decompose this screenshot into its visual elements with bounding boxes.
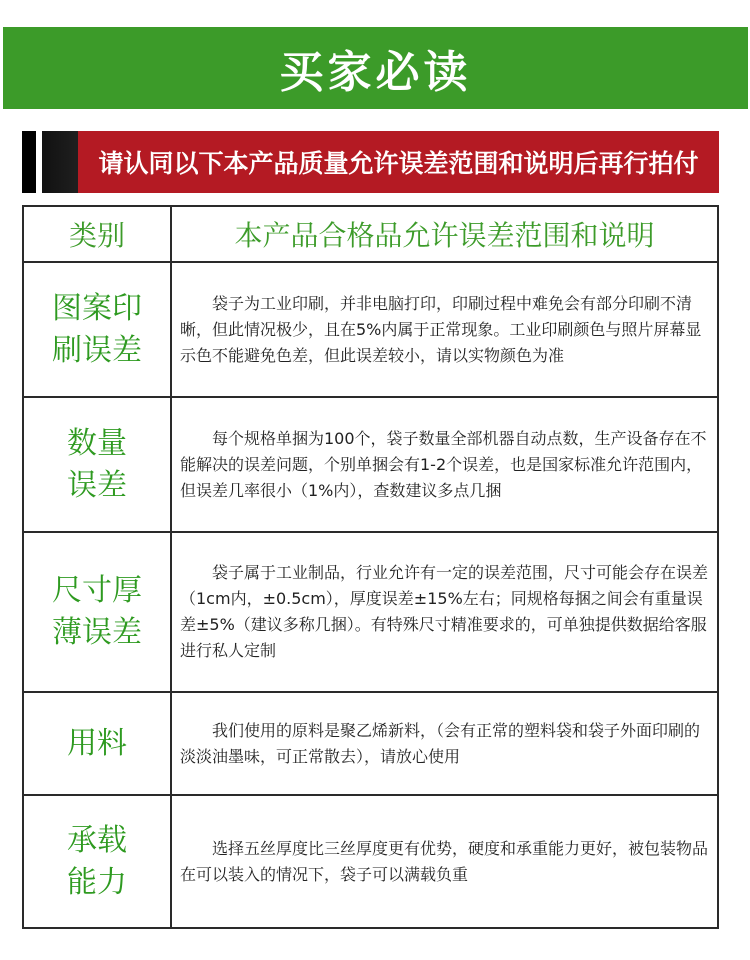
description-cell: 每个规格单捆为100个，袋子数量全部机器自动点数，生产设备存在不能解决的误差问题，个别单捆会有1-2个误差，也是国家标准允许范围内，但误差几率很小（1%内），查数建议多点几捆 xyxy=(171,397,718,532)
category-line: 尺寸厚 xyxy=(52,573,142,608)
table-row xyxy=(23,532,718,692)
category-line: 误差 xyxy=(67,467,127,503)
category-cell xyxy=(23,397,171,532)
category-line: 用料 xyxy=(67,725,127,761)
category-line: 承载 xyxy=(67,822,127,858)
category-line: 数量 xyxy=(67,425,127,461)
category-line: 图案印 xyxy=(52,290,142,326)
category-cell xyxy=(23,262,171,397)
notice-panel xyxy=(78,131,719,193)
category-cell xyxy=(23,532,171,692)
description-cell: 袋子属于工业制品，行业允许有一定的误差范围，尺寸可能会存在误差（1cm内，±0.5cm），厚度误差±15%左右；同规格每捆之间会有重量误差±5%（建议多称几捆）。有特殊尺寸精准要求的，可单独提供数据给客服进行私人定制 xyxy=(171,532,718,692)
table-row xyxy=(23,397,718,532)
category-cell xyxy=(23,692,171,795)
table-row xyxy=(23,692,718,795)
page-title: 买家必读 xyxy=(279,47,472,98)
table-row xyxy=(23,262,718,397)
header-description: 本产品合格品允许误差范围和说明 xyxy=(171,206,718,262)
table-row xyxy=(23,795,718,928)
description-cell: 袋子为工业印刷，并非电脑打印，印刷过程中难免会有部分印刷不清晰，但此情况极少，且在5%内属于正常现象。工业印刷颜色与照片屏幕显示色不能避免色差，但此误差较小，请以实物颜色为准 xyxy=(171,262,718,397)
spec-table xyxy=(22,205,719,929)
notice-bar xyxy=(22,131,719,193)
notice-text: 请认同以下本产品质量允许误差范围和说明后再行拍付 xyxy=(98,149,699,178)
table-header-row xyxy=(23,206,718,262)
header-category: 类别 xyxy=(23,206,171,262)
category-line: 能力 xyxy=(67,864,127,900)
description-cell: 选择五丝厚度比三丝厚度更有优势，硬度和承重能力更好，被包装物品在可以装入的情况下，袋子可以满载负重 xyxy=(171,795,718,928)
notice-accent-block xyxy=(22,131,78,193)
category-line: 薄误差 xyxy=(52,615,142,650)
header-banner xyxy=(3,27,748,109)
category-cell xyxy=(23,795,171,928)
description-cell: 我们使用的原料是聚乙烯新料，（会有正常的塑料袋和袋子外面印刷的淡淡油墨味，可正常散去），请放心使用 xyxy=(171,692,718,795)
category-line: 刷误差 xyxy=(52,332,142,368)
